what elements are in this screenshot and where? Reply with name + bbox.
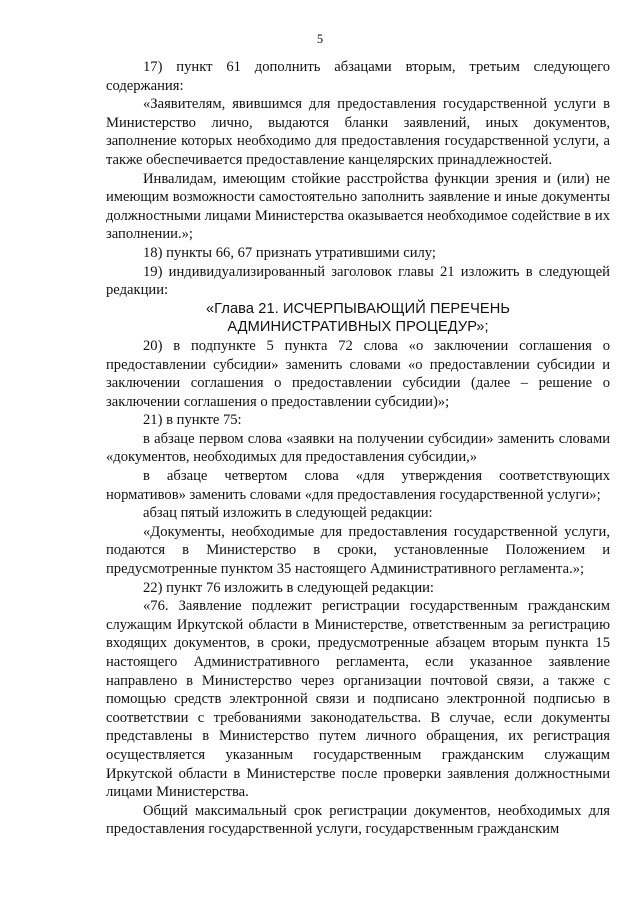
- paragraph-documents: «Документы, необходимые для предоставления государственной услуги, подаются в Министерство в сроки, установленные Положением и предусмотренные пунктом 35 настоящего Административного регламента.»;: [106, 523, 610, 578]
- paragraph-disabled: Инвалидам, имеющим стойкие расстройства функции зрения и (или) не имеющим возможности самостоятельно заполнить заявление и иные документы должностными лицами Министерства оказывается необходимое содействие в их заполнении.»;: [106, 170, 610, 243]
- paragraph-abzac-first: в абзаце первом слова «заявки на получении субсидии» заменить словами «документов, необходимых для предоставления субсидии,»: [106, 430, 610, 466]
- paragraph-abzac-fifth: абзац пятый изложить в следующей редакции:: [143, 505, 433, 522]
- chapter-heading-line-1: «Глава 21. ИСЧЕРПЫВАЮЩИЙ ПЕРЕЧЕНЬ: [205, 300, 511, 317]
- paragraph-abzac-fourth: в абзаце четвертом слова «для утверждения соответствующих нормативов» заменить словами «для предоставления государственной услуги»;: [106, 468, 610, 503]
- document-body: [106, 58, 610, 839]
- paragraph-general-term: Общий максимальный срок регистрации документов, необходимых для предоставления государственной услуги, государственным гражданским: [106, 802, 610, 838]
- paragraph-item-18: 18) пункты 66, 67 признать утратившими силу;: [143, 244, 436, 261]
- paragraph-applicants: «Заявителям, явившимся для предоставления государственной услуги в Министерство лично, выдаются бланки заявлений, иных документов, заполнение которых необходимо для предоставления государственной услуги, а также обеспечивается предоставление канцелярских принадлежностей.: [106, 96, 610, 168]
- paragraph-item-20: 20) в подпункте 5 пункта 72 слова «о заключении соглашения о предоставлении субсидии» заменить словами «о предоставлении субсидии и заключении соглашения о предоставлении субсидии (далее – решение о заключении соглашения о предоставлении субсидии)»;: [106, 337, 610, 410]
- chapter-heading-line-2: АДМИНИСТРАТИВНЫХ ПРОЦЕДУР»;: [227, 319, 489, 336]
- paragraph-item-21: 21) в пункте 75:: [143, 412, 242, 429]
- page-number: 5: [316, 32, 324, 46]
- paragraph-item-22: 22) пункт 76 изложить в следующей редакции:: [143, 579, 434, 596]
- paragraph-item-17: 17) пункт 61 дополнить абзацами вторым, третьим следующего содержания:: [106, 59, 610, 94]
- paragraph-item-76: «76. Заявление подлежит регистрации государственным гражданским служащим Иркутской области в Министерстве, ответственным за регистрацию входящих документов, в сроки, предусмотренные абзацем вторым пункта 15 настоящего Административного регламента, если указанное заявление направлено в Министерство через организации почтовой связи, а также с помощью средств электронной связи и подписано электронной подписью в соответствии с требованиями законодательства. В случае, если документы представлены в Министерство путем личного обращения, их регистрация осуществляется указанным государственным гражданским служащим Иркутской области в Министерстве после проверки заявления должностными лицами Министерства.: [106, 598, 610, 801]
- paragraph-item-19: 19) индивидуализированный заголовок главы 21 изложить в следующей редакции:: [106, 263, 610, 299]
